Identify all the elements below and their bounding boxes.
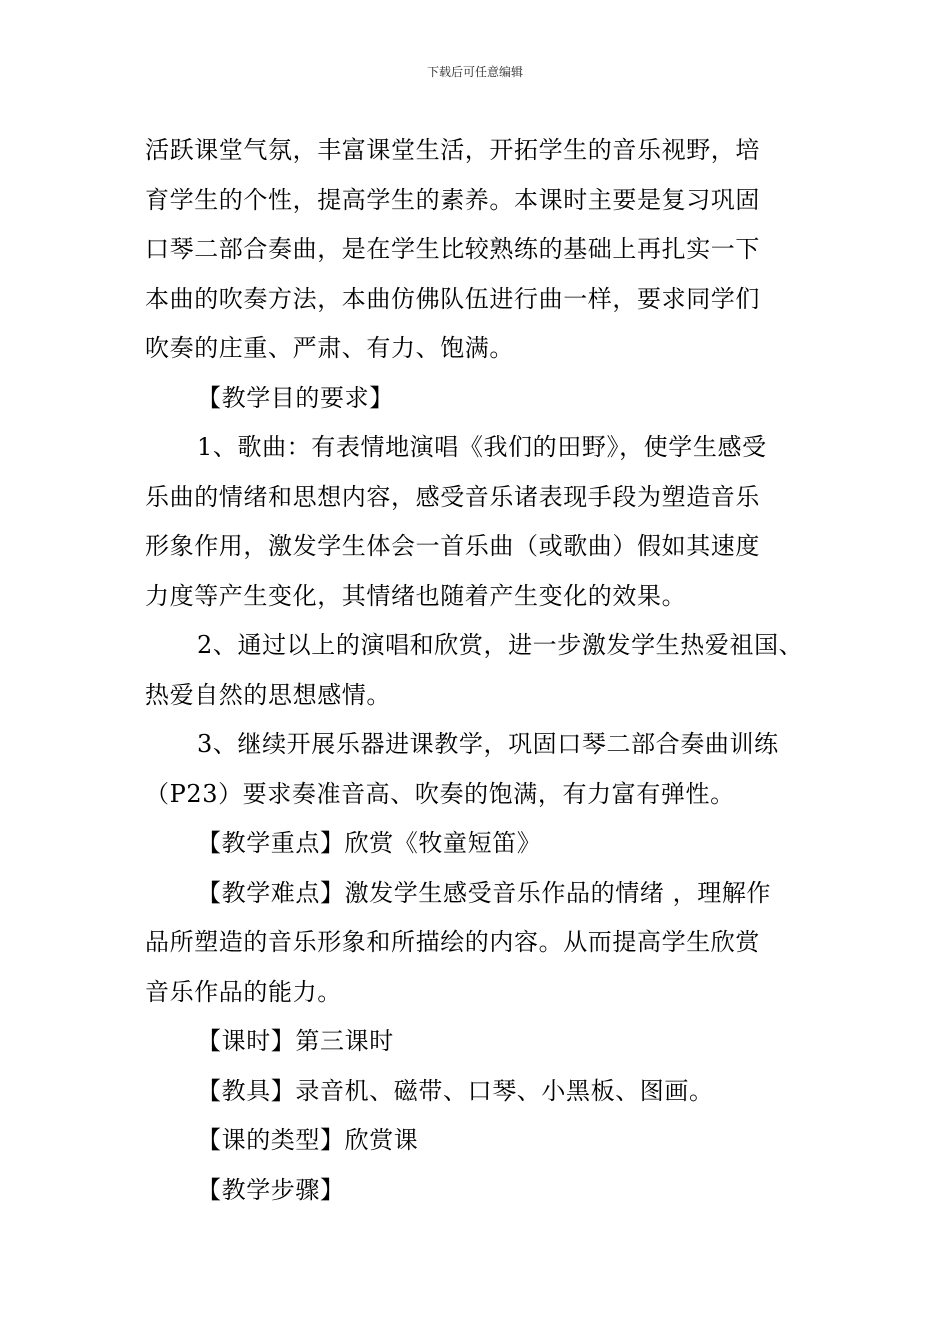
section-heading-class-hours: 【课时】第三课时 [197, 1027, 394, 1055]
text-line: 育学生的个性，提高学生的素养。本课时主要是复习巩固 [145, 185, 760, 214]
text-line: 热爱自然的思想感情。 [145, 680, 391, 709]
text-line: （P23）要求奏准音高、吹奏的饱满，有力富有弹性。 [145, 779, 735, 808]
section-heading-lesson-type: 【课的类型】欣赏课 [197, 1126, 419, 1154]
section-heading-teaching-steps: 【教学步骤】 [197, 1175, 345, 1204]
text-line: 1、歌曲：有表情地演唱《我们的田野》，使学生感受 [197, 433, 767, 461]
section-heading-objectives: 【教学目的要求】 [197, 383, 394, 412]
text-line: 活跃课堂气氛，丰富课堂生活，开拓学生的音乐视野，培 [145, 136, 760, 164]
text-line: 2、通过以上的演唱和欣赏，进一步激发学生热爱祖国、 [197, 631, 804, 659]
section-heading-teaching-aids: 【教具】录音机、磁带、口琴、小黑板、图画。 [197, 1076, 714, 1105]
section-heading-difficulties: 【教学难点】激发学生感受音乐作品的情绪 ，理解作 [197, 878, 772, 907]
text-line: 形象作用，激发学生体会一首乐曲（或歌曲）假如其速度 [145, 532, 760, 560]
text-line: 音乐作品的能力。 [145, 977, 342, 1006]
text-line: 力度等产生变化，其情绪也随着产生变化的效果。 [145, 581, 687, 610]
text-line: 吹奏的庄重、严肃、有力、饱满。 [145, 334, 514, 362]
text-line: 乐曲的情绪和思想内容，感受音乐诸表现手段为塑造音乐 [145, 482, 760, 511]
text-line: 品所塑造的音乐形象和所描绘的内容。从而提高学生欣赏 [145, 928, 760, 956]
text-line: 本曲的吹奏方法，本曲仿佛队伍进行曲一样，要求同学们 [145, 284, 760, 313]
text-line: 口琴二部合奏曲，是在学生比较熟练的基础上再扎实一下 [145, 235, 760, 263]
text-line: 3、继续开展乐器进课教学，巩固口琴二部合奏曲训练 [197, 730, 779, 758]
document-body [145, 126, 825, 1215]
page-header: 下载后可任意编辑 [426, 65, 523, 79]
section-heading-key-points: 【教学重点】欣赏《牧童短笛》 [197, 829, 542, 857]
